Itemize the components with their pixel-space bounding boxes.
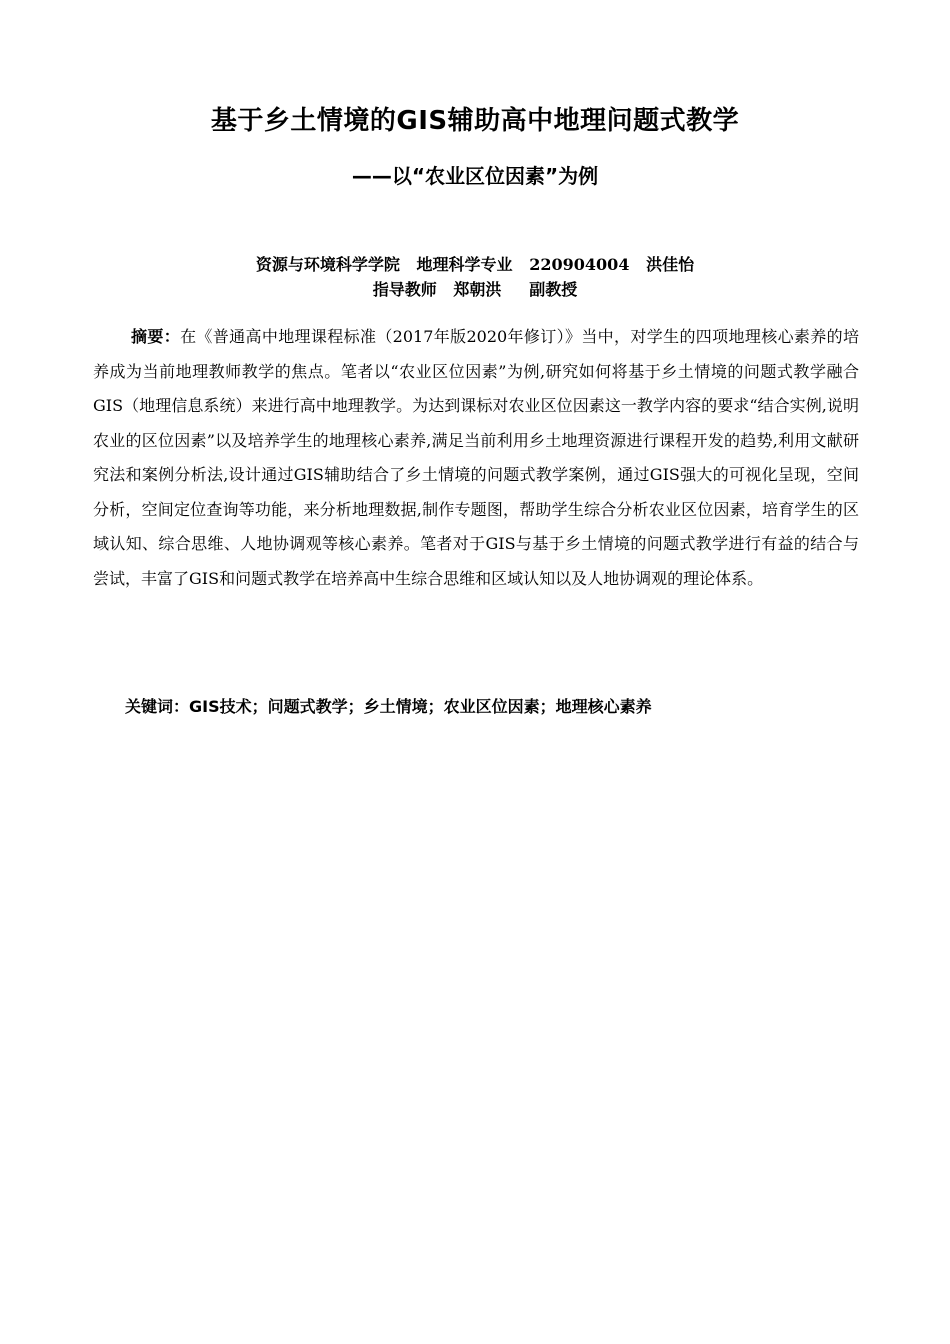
advisor-info: 指导教师 郑朝洪 副教授 [372, 280, 578, 299]
author-info: 资源与环境科学学院 地理科学专业 220904004 洪佳怡 [255, 255, 695, 274]
abstract [93, 320, 859, 596]
keywords: 关键词：GIS技术；问题式教学；乡土情境；农业区位因素；地理核心素养 [125, 697, 652, 716]
abstract-text: 在《普通高中地理课程标准（2017年版2020年修订）》当中，对学生的四项地理核心素养的培养成为当前地理教师教学的焦点。笔者以“农业区位因素”为例,研究如何将基于乡土情境的问题式教学融合GIS（地理信息系统）来进行高中地理教学。为达到课标对农业区位因素这一教学内容的要求“结合实例,说明农业的区位因素”以及培养学生的地理核心素养,满足当前利用乡土地理资源进行课程开发的趋势,利用文献研究法和案例分析法,设计通过GIS辅助结合了乡土情境的问题式教学案例，通过GIS强大的可视化呈现，空间分析，空间定位查询等功能，来分析地理数据,制作专题图，帮助学生综合分析农业区位因素，培育学生的区域认知、综合思维、人地协调观等核心素养。笔者对于GIS与基于乡土情境的问题式教学进行有益的结合与尝试，丰富了GIS和问题式教学在培养高中生综合思维和区域认知以及人地协调观的理论体系。 [93, 327, 859, 588]
paper-subtitle: ——以“农业区位因素”为例 [351, 164, 599, 188]
paper-title: 基于乡土情境的GIS辅助高中地理问题式教学 [210, 106, 740, 136]
abstract-label: 摘要： [131, 327, 181, 346]
